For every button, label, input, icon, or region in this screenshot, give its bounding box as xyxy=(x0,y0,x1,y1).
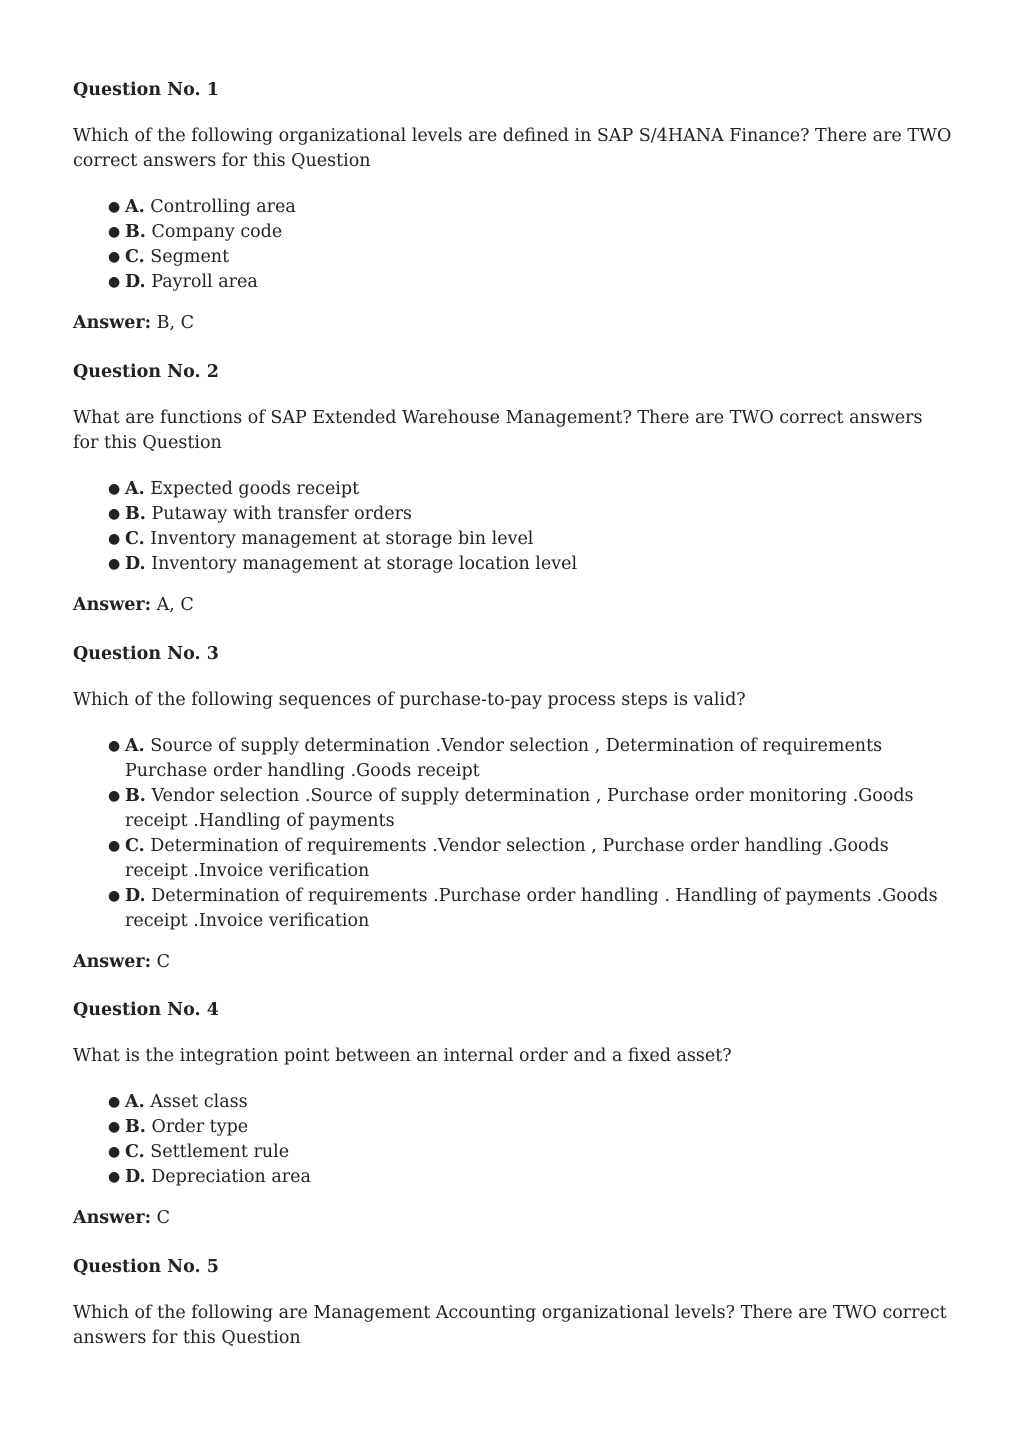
question-title: Question No. 3 xyxy=(73,644,219,664)
option-text: Depreciation area xyxy=(151,1167,311,1187)
bullet-icon: ● xyxy=(108,888,121,904)
answer-label: Answer: xyxy=(73,1208,152,1228)
option-text: Source of supply determination .Vendor selection , Determination of requirements Purchase order handling .Goods receipt xyxy=(125,736,883,781)
bullet-icon: ● xyxy=(108,481,121,497)
option-text: Inventory management at storage bin level xyxy=(150,529,534,549)
option-item xyxy=(108,270,953,295)
question-block xyxy=(73,78,953,336)
answer-label: Answer: xyxy=(73,952,152,972)
option-text: Controlling area xyxy=(150,197,296,217)
option-text: Company code xyxy=(151,222,283,242)
answer-line xyxy=(73,950,953,975)
bullet-icon: ● xyxy=(108,556,121,572)
option-item xyxy=(108,1115,953,1140)
answer-value: A, C xyxy=(156,595,194,615)
question-block xyxy=(73,642,953,975)
answer-line xyxy=(73,593,953,618)
option-text: Settlement rule xyxy=(150,1142,290,1162)
bullet-icon: ● xyxy=(108,1169,121,1185)
option-text: Inventory management at storage location level xyxy=(151,554,578,574)
answer-value: C xyxy=(156,1208,171,1228)
option-text: Expected goods receipt xyxy=(150,479,360,499)
question-title: Question No. 4 xyxy=(73,1000,219,1020)
option-text: Putaway with transfer orders xyxy=(151,504,412,524)
option-letter: D. xyxy=(125,554,146,574)
option-item xyxy=(108,784,953,834)
answer-value: B, C xyxy=(156,313,195,333)
question-text: What are functions of SAP Extended Warehouse Management? There are TWO correct answers for this Question xyxy=(73,408,923,453)
bullet-icon: ● xyxy=(108,838,121,854)
option-item xyxy=(108,1165,953,1190)
option-letter: C. xyxy=(125,247,145,267)
option-item xyxy=(108,1140,953,1165)
bullet-icon: ● xyxy=(108,1094,121,1110)
option-list xyxy=(73,1090,953,1190)
answer-line xyxy=(73,311,953,336)
option-text: Asset class xyxy=(150,1092,248,1112)
bullet-icon: ● xyxy=(108,224,121,240)
question-block xyxy=(73,360,953,618)
option-letter: D. xyxy=(125,886,146,906)
bullet-icon: ● xyxy=(108,1119,121,1135)
question-title: Question No. 5 xyxy=(73,1257,219,1277)
option-letter: C. xyxy=(125,1142,145,1162)
question-block xyxy=(73,998,953,1231)
option-item xyxy=(108,477,953,502)
option-item xyxy=(108,195,953,220)
option-letter: A. xyxy=(125,197,145,217)
question-block xyxy=(73,1255,953,1351)
answer-label: Answer: xyxy=(73,313,152,333)
bullet-icon: ● xyxy=(108,531,121,547)
question-text: Which of the following organizational levels are defined in SAP S/4HANA Finance? There are TWO correct answers for this Question xyxy=(73,126,952,171)
bullet-icon: ● xyxy=(108,738,121,754)
option-text: Payroll area xyxy=(151,272,258,292)
option-item xyxy=(108,552,953,577)
option-letter: B. xyxy=(125,1117,146,1137)
option-text: Vendor selection .Source of supply determination , Purchase order monitoring .Goods receipt .Handling of payments xyxy=(125,786,914,831)
question-title: Question No. 2 xyxy=(73,362,219,382)
bullet-icon: ● xyxy=(108,274,121,290)
question-text: What is the integration point between an internal order and a fixed asset? xyxy=(73,1046,732,1066)
bullet-icon: ● xyxy=(108,1144,121,1160)
answer-line xyxy=(73,1206,953,1231)
option-text: Order type xyxy=(151,1117,249,1137)
option-list xyxy=(73,734,953,934)
bullet-icon: ● xyxy=(108,199,121,215)
option-letter: A. xyxy=(125,736,145,756)
option-list xyxy=(73,195,953,295)
option-letter: A. xyxy=(125,479,145,499)
option-letter: B. xyxy=(125,504,146,524)
option-letter: A. xyxy=(125,1092,145,1112)
option-letter: C. xyxy=(125,529,145,549)
option-item xyxy=(108,527,953,552)
option-text: Determination of requirements .Purchase order handling . Handling of payments .Goods receipt .Invoice verification xyxy=(125,886,938,931)
option-text: Segment xyxy=(150,247,230,267)
question-title: Question No. 1 xyxy=(73,80,219,100)
option-letter: B. xyxy=(125,786,146,806)
option-item xyxy=(108,502,953,527)
option-letter: D. xyxy=(125,272,146,292)
answer-label: Answer: xyxy=(73,595,152,615)
option-letter: B. xyxy=(125,222,146,242)
option-item xyxy=(108,734,953,784)
bullet-icon: ● xyxy=(108,788,121,804)
option-text: Determination of requirements .Vendor selection , Purchase order handling .Goods receipt .Invoice verification xyxy=(125,836,889,881)
option-item xyxy=(108,884,953,934)
option-item xyxy=(108,220,953,245)
question-text: Which of the following sequences of purchase-to-pay process steps is valid? xyxy=(73,690,746,710)
option-item xyxy=(108,834,953,884)
bullet-icon: ● xyxy=(108,249,121,265)
option-letter: C. xyxy=(125,836,145,856)
option-item xyxy=(108,245,953,270)
option-list xyxy=(73,477,953,577)
bullet-icon: ● xyxy=(108,506,121,522)
option-letter: D. xyxy=(125,1167,146,1187)
question-text: Which of the following are Management Accounting organizational levels? There are TWO correct answers for this Question xyxy=(73,1303,947,1348)
answer-value: C xyxy=(156,952,171,972)
option-item xyxy=(108,1090,953,1115)
